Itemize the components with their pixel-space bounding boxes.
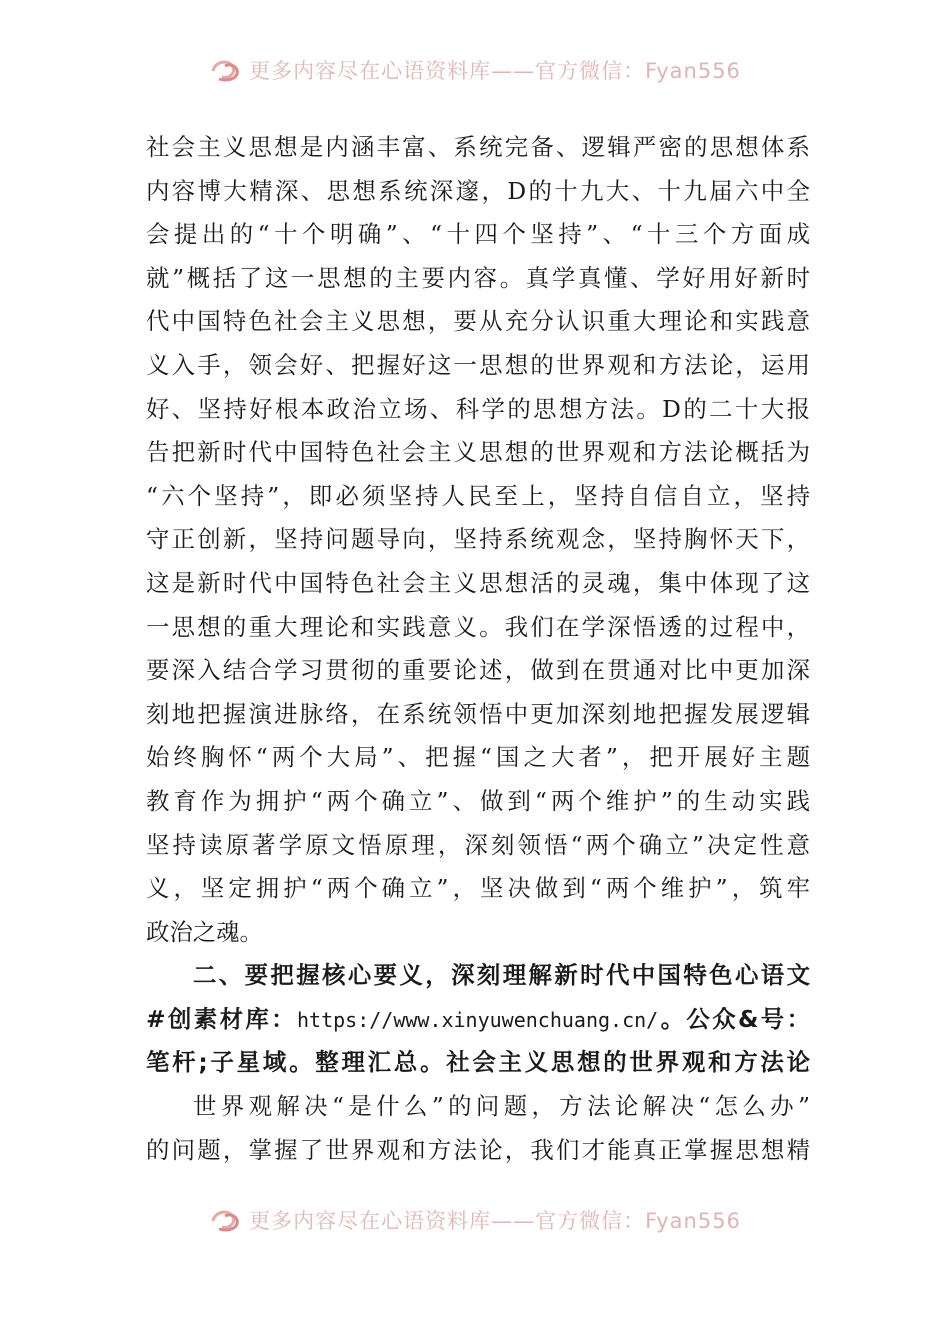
text-line: 义，坚定拥护“两个确立”，坚决做到“两个维护”，筑牢 [146,874,810,903]
text-line: “六个坚持”，即必须坚持人民至上，坚持自信自立，坚持 [146,481,810,510]
text-line: 坚持读原著学原文悟原理，深刻领悟“两个确立”决定性意 [146,830,810,859]
watermark-text: 更多内容尽在心语资料库——官方微信：Fyan556 [249,1209,741,1233]
paragraph-1 [146,126,810,954]
header-watermark [0,50,950,90]
heading-suffix: 。公众&号： [658,1004,810,1033]
heading-line [146,998,810,1042]
watermark-text: 更多内容尽在心语资料库——官方微信：Fyan556 [249,59,741,83]
heading-line: 二、要把握核心要义，深刻理解新时代中国特色心语文 [193,961,810,990]
text-line: 好、坚持好根本政治立场、科学的思想方法。D的二十大报 [146,394,810,423]
text-line: 社会主义思想是内涵丰富、系统完备、逻辑严密的思想体系 [146,133,810,161]
text-line: 世界观解决“是什么”的问题，方法论解决“怎么办” [193,1092,810,1121]
text-line: 内容博大精深、思想系统深邃，D的十九大、十九届六中全 [146,176,810,205]
text-line: 一思想的重大理论和实践意义。我们在学深悟透的过程中， [146,612,810,641]
footer-watermark [0,1200,950,1240]
text-line: 会提出的“十个明确”、“十四个坚持”、“十三个方面成 [146,220,810,249]
paragraph-2 [146,1085,810,1172]
text-line: 代中国特色社会主义思想，要从充分认识重大理论和实践意 [146,307,810,336]
document-body [146,126,810,1172]
logo-icon [209,1207,243,1233]
text-line: 教育作为拥护“两个确立”、做到“两个维护”的生动实践 [146,786,810,815]
heading-prefix: #创素材库： [146,1004,297,1033]
text-line: 就”概括了这一思想的主要内容。真学真懂、学好用好新时 [146,263,810,292]
text-line: 刻地把握演进脉络，在系统领悟中更加深刻地把握发展逻辑 [146,699,810,728]
text-line: 这是新时代中国特色社会主义思想活的灵魂，集中体现了这 [146,568,810,597]
section-heading [146,954,810,1085]
logo-icon [209,57,243,83]
text-line: 告把新时代中国特色社会主义思想的世界观和方法论概括为 [146,438,810,467]
text-line: 守正创新，坚持问题导向，坚持系统观念，坚持胸怀天下， [146,525,810,554]
text-line: 义入手，领会好、把握好这一思想的世界观和方法论，运用 [146,350,810,379]
heading-line: 笔杆;子星域。整理汇总。社会主义思想的世界观和方法论 [146,1048,810,1077]
text-line: 的问题，掌握了世界观和方法论，我们才能真正掌握思想精 [146,1135,810,1164]
text-line: 要深入结合学习贯彻的重要论述，做到在贯通对比中更加深 [146,656,810,685]
text-line: 政治之魂。 [146,917,263,946]
source-url: https://www.xinyuwenchuang.cn/ [296,1007,659,1032]
text-line: 始终胸怀“两个大局”、把握“国之大者”，把开展好主题 [146,743,810,772]
